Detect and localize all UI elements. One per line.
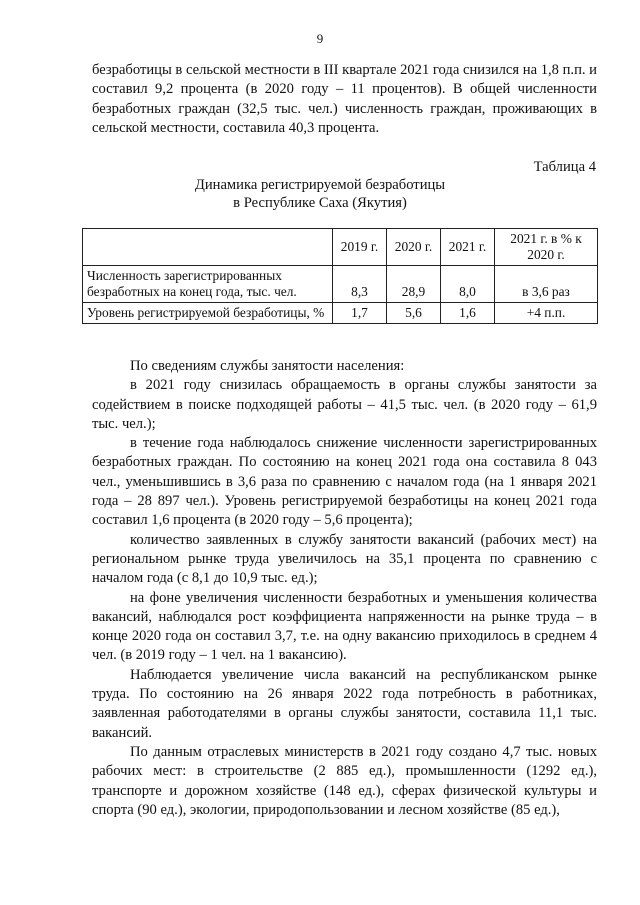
paragraph: в течение года наблюдалось снижение численности зарегистрированных безработных граждан. По состоянию на конец 2021 года она составила 8 043 чел., уменьшившись в 3,6 раза по сравнению с началом года (на 1 января 2021 года – 28 897 чел.). Уровень регистрируемой безработицы на конец 2021 года составил 1,6 процента (в 2020 году – 5,6 процента); xyxy=(92,435,597,529)
body-text xyxy=(92,357,597,820)
table-header-row xyxy=(83,229,598,266)
paragraph: Наблюдается увеличение числа вакансий на республиканском рынке труда. По состоянию на 26 января 2022 года потребность в работниках, заявленная работодателями в органы службы занятости, составила 11,1 тыс. вакансий. xyxy=(92,666,597,741)
paragraph: на фоне увеличения численности безработных и уменьшения количества вакансий, наблюдался рост коэффициента напряженности на рынке труда – в конце 2020 года он составил 3,7, т.е. на одну вакансию приходилось в среднем 4 чел. (в 2019 году – 1 чел. на 1 вакансию). xyxy=(92,589,597,664)
cell-2020: 5,6 xyxy=(387,303,441,324)
page-number: 9 xyxy=(316,31,324,46)
paragraph: По сведениям службы занятости населения: xyxy=(130,358,405,374)
paragraph: По данным отраслевых министерств в 2021 году создано 4,7 тыс. новых рабочих мест: в строительстве (2 885 ед.), промышленности (1292 ед.), транспорте и дорожном хозяйстве (148 ед.), сферах физической культуры и спорта (90 ед.), экологии, природопользовании и лесном хозяйстве (85 ед.), xyxy=(92,743,597,818)
table-row xyxy=(83,303,598,324)
table-header-empty xyxy=(83,229,333,266)
unemployment-table xyxy=(82,228,598,324)
row-label: Численность зарегистрированных безработных на конец года, тыс. чел. xyxy=(83,266,333,303)
row-label: Уровень регистрируемой безработицы, % xyxy=(83,303,333,324)
table-header-2021: 2021 г. xyxy=(441,229,495,266)
intro-paragraph: безработицы в сельской местности в III квартале 2021 года снизился на 1,8 п.п. и составил 9,2 процента (в 2020 году – 11 процентов). В общей численности безработных граждан (32,5 тыс. чел.) численность граждан, проживающих в сельской местности, составила 40,3 процента. xyxy=(92,62,597,136)
cell-2019: 1,7 xyxy=(333,303,387,324)
paragraph: в 2021 году снизилась обращаемость в органы службы занятости за содействием в поиске подходящей работы – 41,5 тыс. чел. (в 2020 году – 61,9 тыс. чел.); xyxy=(92,377,597,432)
cell-change: +4 п.п. xyxy=(495,303,598,324)
table-row xyxy=(83,266,598,303)
cell-2020: 28,9 xyxy=(387,266,441,303)
table-header-2019: 2019 г. xyxy=(333,229,387,266)
table-title-line1: Динамика регистрируемой безработицы xyxy=(194,177,446,193)
table-header-2020: 2020 г. xyxy=(387,229,441,266)
paragraph: количество заявленных в службу занятости вакансий (рабочих мест) на региональном рынке труда увеличилось на 35,1 процента по сравнению с началом года (с 8,1 до 10,9 тыс. ед.); xyxy=(92,531,597,587)
cell-2021: 1,6 xyxy=(441,303,495,324)
table-title xyxy=(0,176,640,212)
cell-2019: 8,3 xyxy=(333,266,387,303)
table-title-line2: в Республике Саха (Якутия) xyxy=(233,195,407,211)
cell-2021: 8,0 xyxy=(441,266,495,303)
table-header-change: 2021 г. в % к 2020 г. xyxy=(495,229,598,266)
cell-change: в 3,6 раз xyxy=(495,266,598,303)
table-label: Таблица 4 xyxy=(533,159,596,175)
